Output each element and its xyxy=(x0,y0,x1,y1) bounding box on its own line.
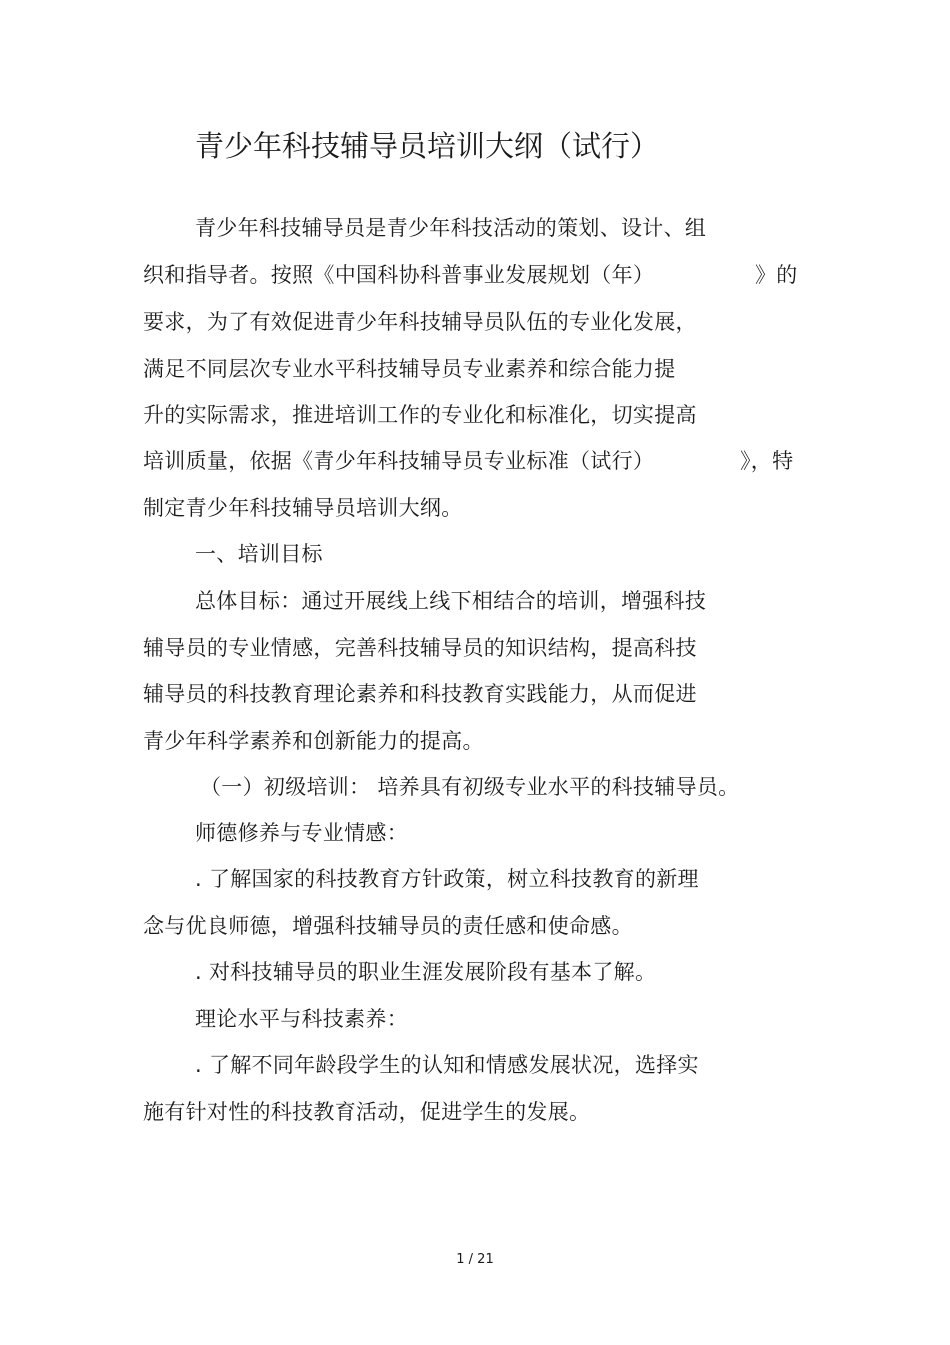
subheading: 理论水平与科技素养： xyxy=(195,1007,408,1031)
paragraph-line: 升的实际需求，推进培训工作的专业化和标准化，切实提高 xyxy=(143,403,697,427)
paragraph-line: 》，特 xyxy=(740,449,794,473)
paragraph-line: 要求，为了有效促进青少年科技辅导员队伍的专业化发展， xyxy=(143,310,697,334)
paragraph-line: 辅导员的科技教育理论素养和科技教育实践能力，从而促进 xyxy=(143,682,697,706)
paragraph-line: 织和指导者。按照《中国科协科普事业发展规划（年） xyxy=(143,263,655,287)
paragraph-line: 制定青少年科技辅导员培训大纲。 xyxy=(143,496,463,520)
section-heading: 一、培训目标 xyxy=(195,542,323,566)
paragraph-line: 辅导员的专业情感，完善科技辅导员的知识结构，提高科技 xyxy=(143,636,697,660)
paragraph-line: 念与优良师德，增强科技辅导员的责任感和使命感。 xyxy=(143,914,633,938)
paragraph-line: 青少年科学素养和创新能力的提高。 xyxy=(143,729,484,753)
page-indicator: 1 / 21 xyxy=(456,1252,494,1267)
paragraph-line: 满足不同层次专业水平科技辅导员专业素养和综合能力提 xyxy=(143,357,676,381)
paragraph-line: . 对科技辅导员的职业生涯发展阶段有基本了解。 xyxy=(195,960,657,984)
subsection-heading: （一）初级培训： 培养具有初级专业水平的科技辅导员。 xyxy=(200,775,740,799)
subheading: 师德修养与专业情感： xyxy=(195,821,408,845)
paragraph-line: 总体目标：通过开展线上线下相结合的培训，增强科技 xyxy=(195,589,707,613)
paragraph-line: . 了解不同年龄段学生的认知和情感发展状况，选择实 xyxy=(195,1053,699,1077)
paragraph-line: 培训质量，依据《青少年科技辅导员专业标准（试行） xyxy=(143,449,655,473)
paragraph-line: 施有针对性的科技教育活动，促进学生的发展。 xyxy=(143,1100,591,1124)
paragraph-line: . 了解国家的科技教育方针政策，树立科技教育的新理 xyxy=(195,867,699,891)
document-title: 青少年科技辅导员培训大纲（试行） xyxy=(195,129,660,163)
paragraph-line: 》的 xyxy=(755,263,798,287)
paragraph-line: 青少年科技辅导员是青少年科技活动的策划、设计、组 xyxy=(195,216,707,240)
